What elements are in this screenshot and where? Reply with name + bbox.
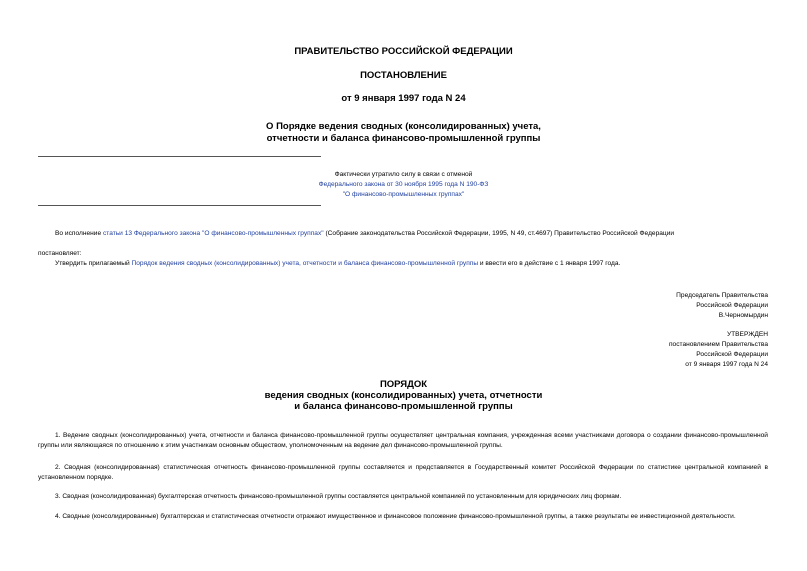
decision-text-after: и ввести его в действие с 1 января 1997 года. (478, 260, 621, 267)
order-title: ПОРЯДОК (379, 379, 428, 390)
order-paragraph-1: 1. Ведение сводных (консолидированных) учета, отчетности и баланса финансово-промышленной группы осуществляет центральная компания, учрежденная всеми участниками договора о создании финансово-промышленной группы или являющаяся по отношению к этим участникам основным обществом, уполномоченным на ведение дел финансово-промышленной группы. (38, 432, 768, 449)
divider-bottom (38, 205, 321, 206)
approval-line-1: УТВЕРЖДЕН (726, 331, 768, 338)
signature-line-2: Российской Федерации (696, 302, 768, 309)
order-paragraph-2: 2. Сводная (консолидированная) статистическая отчетность финансово-промышленной группы составляется и представляется в Государственный комитет Российской Федерации по статистике центральной компанией в установленном порядке. (38, 464, 768, 481)
preamble-law-link[interactable]: статьи 13 Федерального закона "О финансово-промышленных группах" (102, 230, 324, 237)
order-paragraph-4: 4. Сводные (консолидированные) бухгалтерская и статистическая отчетности отражают имущественное и финансовое положение финансово-промышленной группы, а также результаты ее инвестиционной деятельности. (55, 513, 736, 520)
order-subtitle-line-2: и баланса финансово-промышленной группы (294, 401, 513, 412)
divider-top (38, 156, 321, 157)
order-paragraph-3: 3. Сводная (консолидированная) бухгалтерская отчетность финансово-промышленной группы составляется центральной компанией по установленным для юридических лиц формам. (55, 493, 622, 500)
document-title-line-2: отчетности и баланса финансово-промышленной группы (266, 133, 541, 144)
preamble-paragraph (38, 229, 768, 239)
decision-paragraph (38, 259, 768, 269)
decision-text-before: Утвердить прилагаемый (55, 260, 132, 267)
signature-line-3: В.Черномырдин (718, 312, 768, 319)
document-type: ПОСТАНОВЛЕНИЕ (360, 70, 447, 81)
document-title-line-1: О Порядке ведения сводных (консолидированных) учета, (266, 121, 541, 132)
preamble-text-before: Во исполнение (55, 230, 103, 237)
decision-order-link[interactable]: Порядок ведения сводных (консолидированных) учета, отчетности и баланса финансово-промышленной группы (131, 260, 479, 267)
status-note-link-1[interactable]: Федерального закона от 30 ноября 1995 года N 190-ФЗ (318, 181, 489, 188)
decree-word: постановляет: (38, 250, 82, 257)
status-note-link-2[interactable]: "О финансово-промышленных группах" (342, 191, 465, 198)
signature-block (676, 291, 768, 321)
document-date-number: от 9 января 1997 года N 24 (341, 93, 466, 104)
order-subtitle-line-1: ведения сводных (консолидированных) учета, отчетности (264, 390, 543, 401)
government-name: ПРАВИТЕЛЬСТВО РОССИЙСКОЙ ФЕДЕРАЦИИ (294, 46, 513, 57)
status-note-text: Фактически утратило силу в связи с отменой (334, 171, 473, 178)
approval-line-4: от 9 января 1997 года N 24 (685, 361, 768, 368)
approval-line-3: Российской Федерации (696, 351, 768, 358)
approval-block (669, 330, 768, 370)
preamble-text-after: (Собрание законодательства Российской Федерации, 1995, N 49, ст.4697) Правительство Российской Федерации (323, 230, 675, 237)
approval-line-2: постановлением Правительства (668, 341, 768, 348)
signature-line-1: Председатель Правительства (676, 292, 768, 299)
